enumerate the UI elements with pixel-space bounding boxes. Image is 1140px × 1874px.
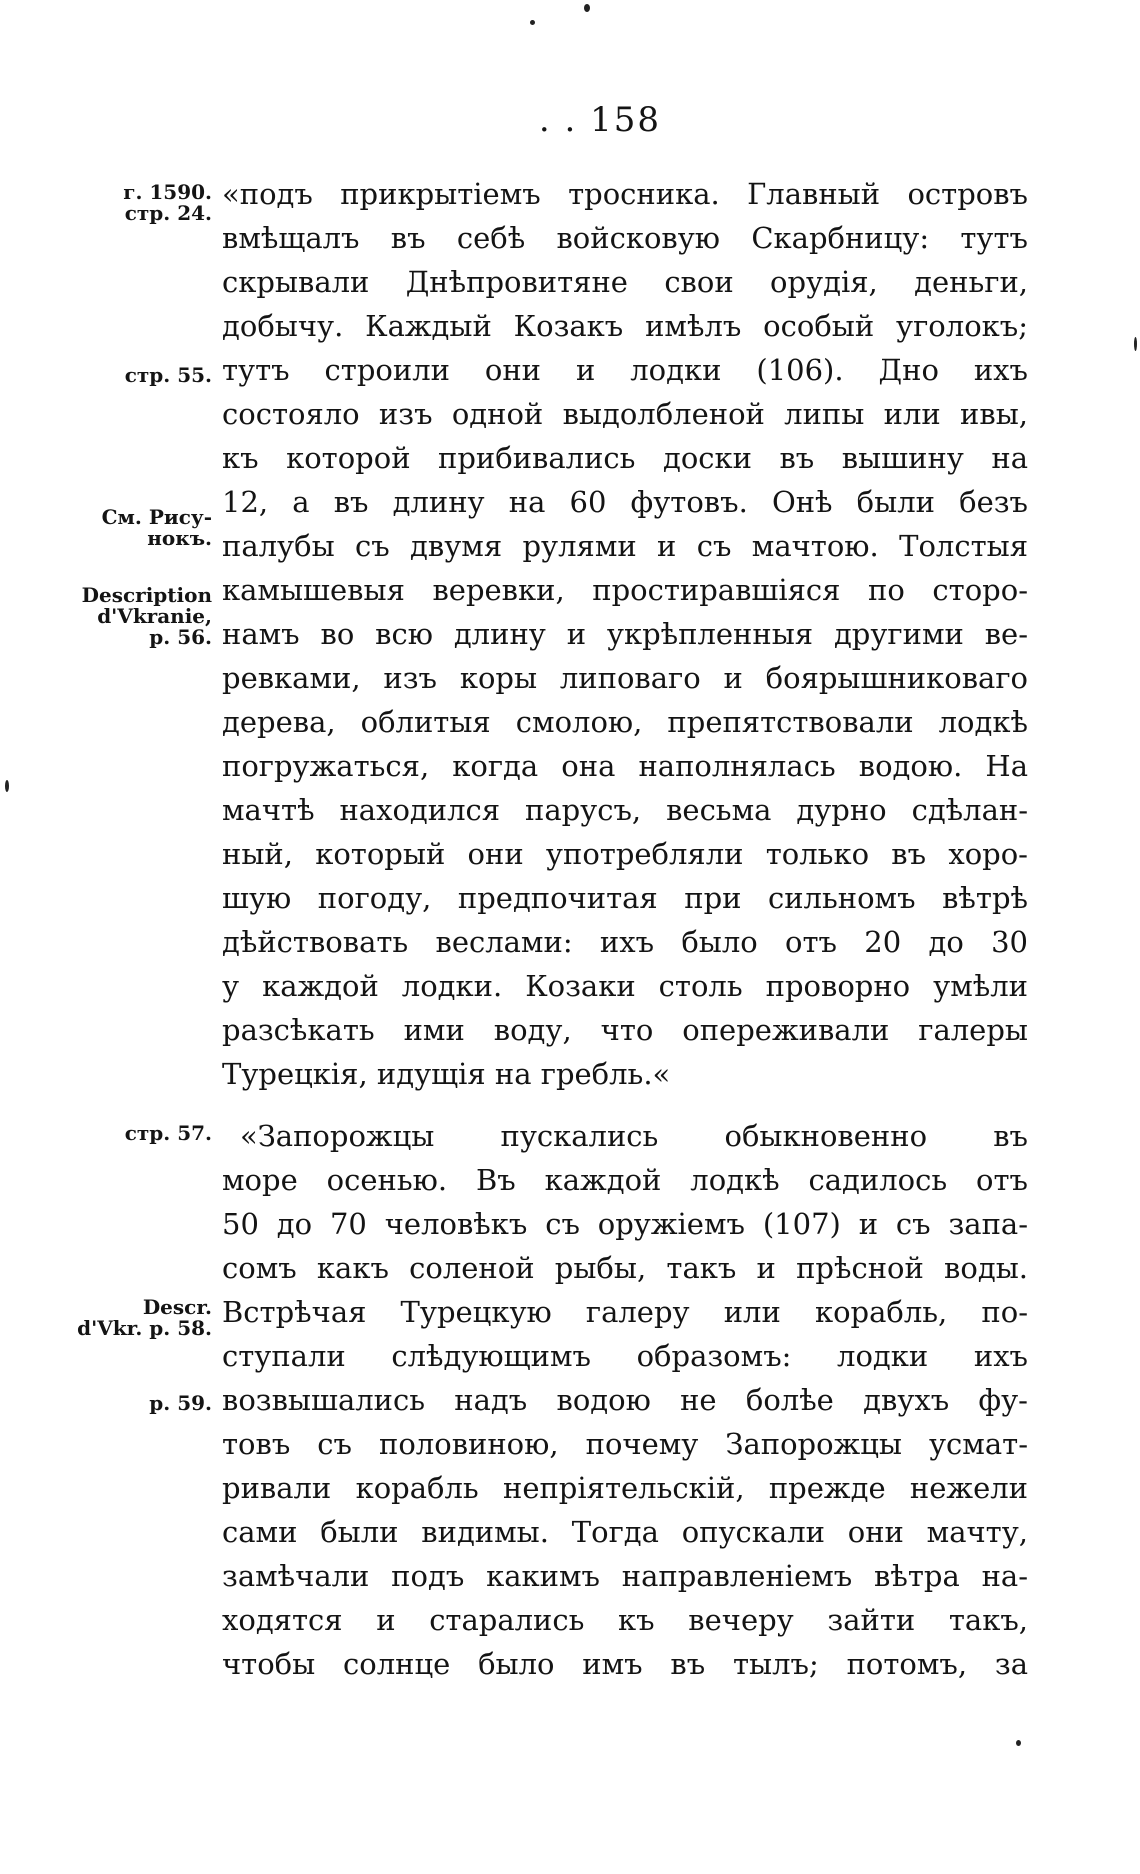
- text-line: дѣйствовать веслами: ихъ было отъ 20 до 30: [222, 925, 1028, 959]
- text-line: Турецкія, идущія на гребль.«: [222, 1057, 671, 1091]
- margin-note: [123, 182, 212, 224]
- margin-note: [125, 365, 212, 386]
- text-line: намъ во всю длину и укрѣпленныя другими ве-: [222, 617, 1028, 651]
- text-line: «Запорожцы пускались обыкновенно въ: [240, 1119, 1028, 1153]
- text-line: замѣчали подъ какимъ направленіемъ вѣтра на-: [222, 1559, 1028, 1593]
- text-line: «подъ прикрытіемъ тросника. Главный островъ: [222, 177, 1028, 211]
- margin-note-line: стр. 57.: [124, 1121, 212, 1145]
- text-line: Встрѣчая Турецкую галеру или корабль, по-: [222, 1295, 1028, 1329]
- margin-note-line: Description: [81, 583, 212, 607]
- margin-note-line: г. 1590.: [123, 180, 212, 204]
- text-line: сомъ какъ соленой рыбы, такъ и прѣсной воды.: [222, 1251, 1028, 1285]
- margin-note: [102, 507, 212, 549]
- text-line: море осенью. Въ каждой лодкѣ садилось отъ: [222, 1163, 1028, 1197]
- text-line: 50 до 70 человѣкъ съ оружіемъ (107) и съ запа-: [222, 1207, 1028, 1241]
- text-line: возвышались надъ водою не болѣе двухъ фу-: [222, 1383, 1028, 1417]
- text-line: погружаться, когда она наполнялась водою. На: [222, 749, 1028, 783]
- text-line: вмѣщалъ въ себѣ войсковую Скарбницу: тутъ: [222, 221, 1028, 255]
- text-line: скрывали Днѣпровитяне свои орудія, деньги,: [222, 265, 1028, 299]
- margin-note: [82, 585, 212, 648]
- margin-note: [125, 1123, 212, 1144]
- margin-note-line: d'Vkr. p. 58.: [77, 1316, 212, 1340]
- text-line: дерева, облитыя смолою, препятствовали лодкѣ: [222, 705, 1028, 739]
- text-line: къ которой прибивались доски въ вышину на: [222, 441, 1028, 475]
- scan-speck: [1016, 1740, 1021, 1746]
- text-line: сами были видимы. Тогда опускали они мачту,: [222, 1515, 1028, 1549]
- margin-note: [149, 1393, 212, 1414]
- text-line: добычу. Каждый Козакъ имѣлъ особый уголокъ;: [222, 309, 1028, 343]
- text-line: ходятся и старались къ вечеру зайти такъ,: [222, 1603, 1028, 1637]
- text-line: 12, а въ длину на 60 футовъ. Онѣ были безъ: [222, 485, 1028, 519]
- text-line: состояло изъ одной выдолбленой липы или ивы,: [222, 397, 1028, 431]
- scan-speck: [5, 780, 9, 792]
- text-line: мачтѣ находился парусъ, весьма дурно сдѣлан-: [222, 793, 1028, 827]
- margin-note-line: См. Рису-: [101, 505, 212, 529]
- scan-speck: [530, 20, 535, 25]
- text-line: ревками, изъ коры липоваго и боярышниковаго: [222, 661, 1028, 695]
- scan-speck: [584, 4, 590, 12]
- text-line: разсѣкать ими воду, что опереживали галеры: [222, 1013, 1028, 1047]
- text-line: ривали корабль непріятельскій, прежде нежели: [222, 1471, 1028, 1505]
- margin-note-line: стр. 55.: [124, 363, 212, 387]
- text-line: камышевыя веревки, простиравшіяся по сторо-: [222, 573, 1028, 607]
- text-line: шую погоду, предпочитая при сильномъ вѣтрѣ: [222, 881, 1028, 915]
- margin-note-line: Descr.: [142, 1295, 212, 1319]
- scan-speck: [1134, 337, 1137, 351]
- text-line: ступали слѣдующимъ образомъ: лодки ихъ: [222, 1339, 1028, 1373]
- text-line: тутъ строили они и лодки (106). Дно ихъ: [222, 353, 1028, 387]
- text-line: чтобы солнце было имъ въ тылъ; потомъ, за: [222, 1647, 1028, 1681]
- page-number: . . 158: [538, 100, 662, 140]
- margin-note-line: d'Vkranie,: [97, 604, 212, 628]
- text-line: палубы съ двумя рулями и съ мачтою. Толстыя: [222, 529, 1028, 563]
- margin-note-line: p. 59.: [149, 1391, 212, 1415]
- margin-note-line: нокъ.: [147, 526, 212, 550]
- text-line: у каждой лодки. Козаки столь проворно умѣли: [222, 969, 1028, 1003]
- margin-note-line: стр. 24.: [124, 201, 212, 225]
- text-line: ный, который они употребляли только въ хоро-: [222, 837, 1028, 871]
- text-line: товъ съ половиною, почему Запорожцы усмат-: [222, 1427, 1028, 1461]
- margin-note: [77, 1297, 212, 1339]
- margin-note-line: p. 56.: [149, 625, 212, 649]
